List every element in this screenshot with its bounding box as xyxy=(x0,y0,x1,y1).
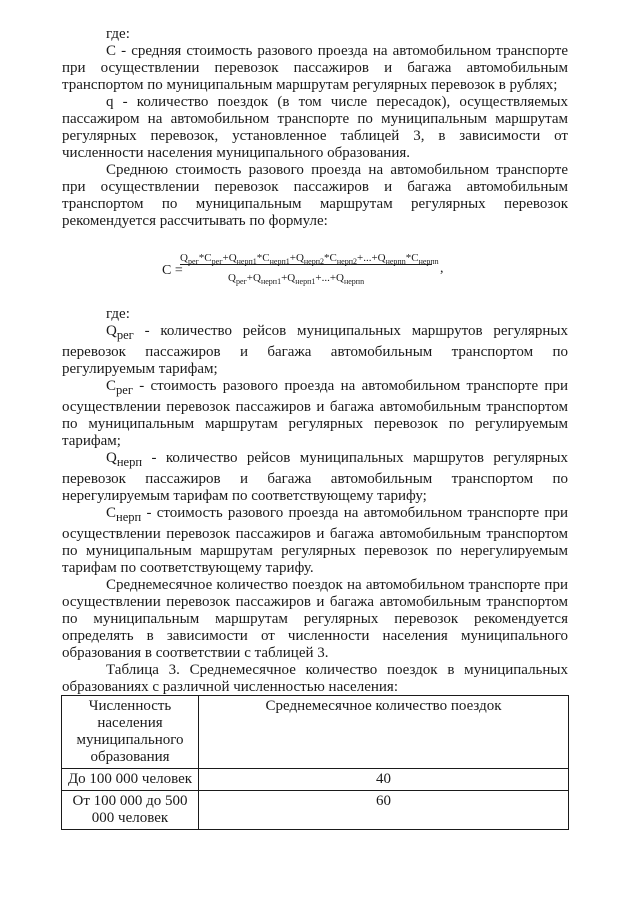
trips-table xyxy=(61,695,569,830)
row-population: До 100 000 человек xyxy=(62,769,199,791)
fraction-bar xyxy=(180,264,432,265)
formula-intro: Среднюю стоимость разового проезда на автомобильном транспорте при осуществлении перевозок пассажиров и багажа автомобильным транспортом по муниципальным маршрутам регулярных перевозок рекомендуется рассчитывать по формуле: xyxy=(62,162,568,229)
definition-c-reg: $C_{рег}$ - стоимость разового проезда на автомобильном транспорте при осуществлении перевозок пассажиров и багажа автомобильным транспортом по муниципальным маршрутам регулярных перевозок по регулируемым тарифам; xyxy=(62,378,568,449)
body-text xyxy=(62,26,568,696)
row-trips: 40 xyxy=(199,769,569,791)
definition-c-nerp: $C_{нерп}$ - стоимость разового проезда на автомобильном транспорте при осуществлении перевозок пассажиров и багажа автомобильным транспортом по муниципальным маршрутам регулярных перевозок по нерегулируемым тарифам по соответствующему тарифу. xyxy=(62,505,568,576)
row-population: От 100 000 до 500 000 человек xyxy=(62,791,199,830)
table-row xyxy=(62,769,569,791)
where-label: где: xyxy=(106,26,130,42)
formula-numerator: $Q_{рег}*C_{рег}+Q_{нерп1}*C_{нерп1}+Q_{нерп2}*C_{нерп2}+...+Q_{нерпn}*C_{нерпn}$ xyxy=(180,252,439,267)
where-label-2: где: xyxy=(106,306,130,322)
header-trips: Среднемесячное количество поездок xyxy=(199,696,569,769)
row-trips: 60 xyxy=(199,791,569,830)
monthly-trips-paragraph: Среднемесячное количество поездок на автомобильном транспорте при осуществлении перевозок пассажиров и багажа автомобильным транспортом по муниципальным маршрутам регулярных перевозок рекомендуется определять в зависимости от численности населения муниципального образования в соответствии с таблицей 3. xyxy=(62,577,568,661)
definition-q-reg: $Q_{рег}$ - количество рейсов муниципальных маршрутов регулярных перевозок пассажиров и багажа автомобильным транспортом по регулируемым тарифам; xyxy=(62,323,568,377)
definition-c: С - средняя стоимость разового проезда на автомобильном транспорте при осуществлении перевозок пассажиров и багажа автомобильным транспортом по муниципальным маршрутам регулярных перевозок в рублях; xyxy=(62,43,568,93)
header-population: Численность населения муниципального образования xyxy=(62,696,199,769)
formula-lhs: C = xyxy=(162,263,183,278)
definition-q-nerp: $Q_{нерп}$ - количество рейсов муниципальных маршрутов регулярных перевозок пассажиров и багажа автомобильным транспортом по нерегулируемым тарифам по соответствующему тарифу; xyxy=(62,450,568,504)
formula-comma: , xyxy=(440,261,444,276)
table-header-row xyxy=(62,696,569,769)
cost-formula xyxy=(62,240,568,300)
definition-q: q - количество поездок (в том числе пересадок), осуществляемых пассажиром на автомобильном транспорте по муниципальным маршрутам регулярных перевозок, установленное таблицей 3, в зависимости от численности населения муниципального образования. xyxy=(62,94,568,161)
table-caption: Таблица 3. Среднемесячное количество поездок в муниципальных образованиях с различной численностью населения: xyxy=(62,662,568,695)
formula-denominator: $Q_{рег}+Q_{нерп1}+Q_{нерп1}+...+Q_{нерпn}$ xyxy=(228,272,365,287)
table-row xyxy=(62,791,569,830)
